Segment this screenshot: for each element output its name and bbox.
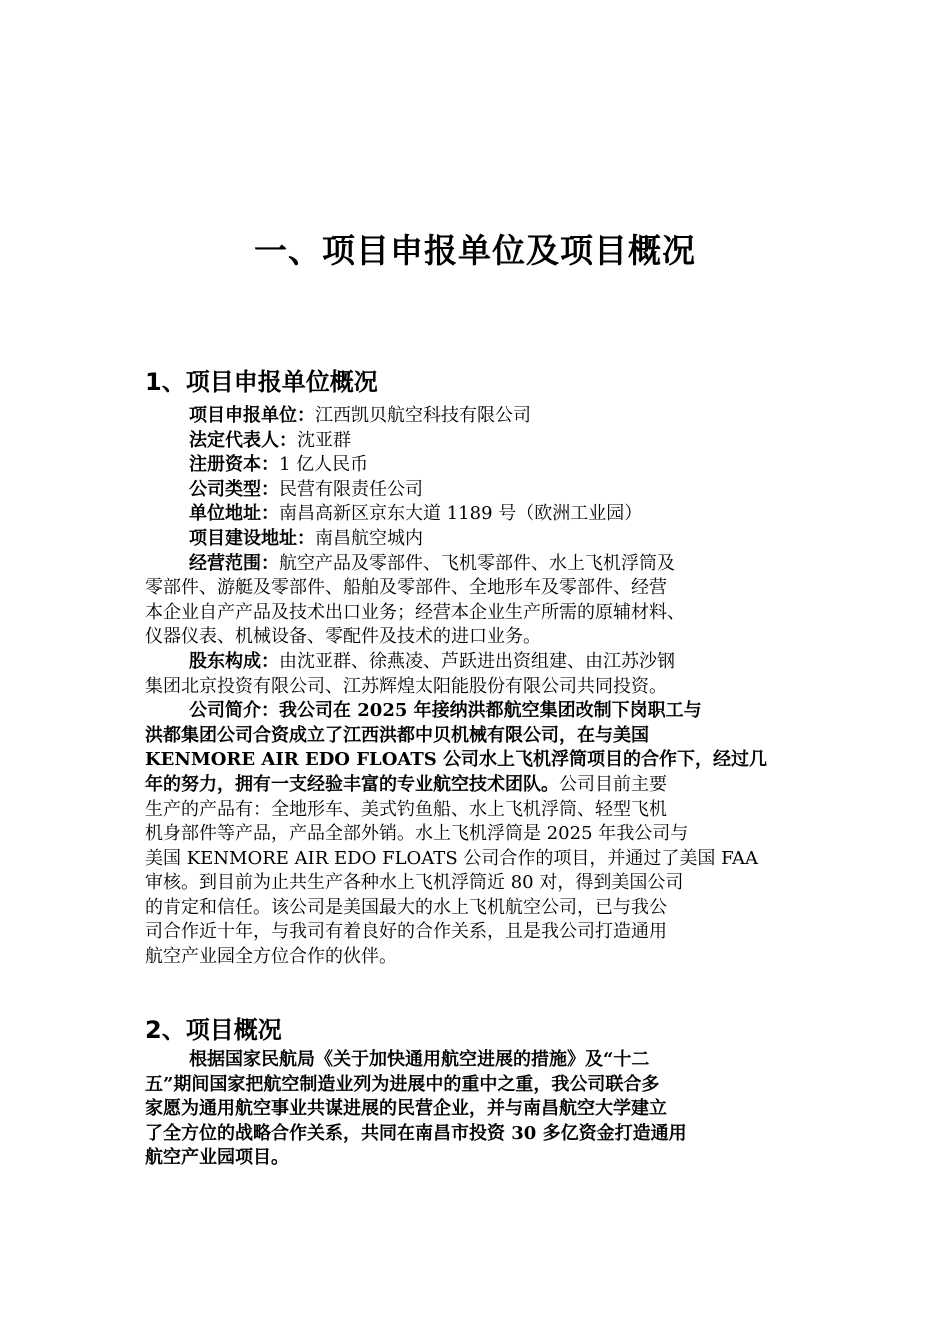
- field-label: 单位地址: [189, 503, 261, 525]
- field-applicant: 项目申报单位：江西凯贝航空科技有限公司: [189, 405, 531, 426]
- field-label: 项目申报单位: [189, 405, 297, 426]
- field-label: 项目建设地址: [189, 527, 297, 549]
- profile-line: 美国 KENMORE AIR EDO FLOATS 公司合作的项目，并通过了美国 FAA: [145, 847, 759, 869]
- field-label: 注册资本: [189, 454, 261, 476]
- field-value: 沈亚群: [297, 429, 351, 451]
- overview-line: 了全方位的战略合作关系，共同在南昌市投资 30 多亿资金打造通用: [145, 1122, 687, 1144]
- profile-line: 公司简介：我公司在 2025 年接纳洪都航空集团改制下岗职工与: [189, 700, 702, 722]
- shareholders-line: 集团北京投资有限公司、江苏辉煌太阳能股份有限公司共同投资。: [145, 675, 667, 697]
- shareholders-line: 股东构成：由沈亚群、徐燕凌、芦跃进出资组建、由江苏沙钢: [189, 650, 675, 672]
- field-company-type: 公司类型：民营有限责任公司: [189, 478, 423, 500]
- profile-line: 审核。到目前为止共生产各种水上飞机浮筒近 80 对，得到美国公司: [145, 872, 684, 894]
- section-2-title: 2、项目概况: [145, 1016, 282, 1044]
- field-site: 项目建设地址：南昌航空城内: [189, 527, 423, 549]
- overview-line: 根据国家民航局《关于加快通用航空进展的措施》及“十二: [189, 1049, 650, 1070]
- profile-line: 年的努力，拥有一支经验丰富的专业航空技术团队。公司目前主要: [145, 773, 667, 795]
- overview-line: 家愿为通用航空事业共谋进展的民营企业，并与南昌航空大学建立: [145, 1098, 667, 1120]
- business-scope-line: 本企业自产产品及技术出口业务；经营本企业生产所需的原辅材料、: [145, 601, 685, 623]
- field-legal-rep: 法定代表人：沈亚群: [189, 429, 351, 451]
- page-title: 一、项目申报单位及项目概况: [254, 231, 696, 270]
- profile-line: 司合作近十年，与我司有着良好的合作关系，且是我公司打造通用: [145, 921, 667, 943]
- profile-line: 的肯定和信任。该公司是美国最大的水上飞机航空公司，已与我公: [145, 896, 667, 918]
- field-address: 单位地址：南昌高新区京东大道 1189 号（欧洲工业园）: [189, 503, 643, 525]
- business-scope-label: 经营范围: [189, 552, 261, 574]
- profile-line: 机身部件等产品，产品全部外销。水上飞机浮筒是 2025 年我公司与: [145, 823, 689, 845]
- business-scope-line: 仪器仪表、机械设备、零配件及技术的进口业务。: [145, 626, 541, 648]
- overview-line: 航空产业园项目。: [145, 1147, 289, 1169]
- field-value: 南昌高新区京东大道 1189 号（欧洲工业园）: [279, 503, 643, 525]
- field-label: 法定代表人: [189, 429, 279, 451]
- profile-label: 公司简介: [189, 700, 261, 722]
- section-2-body: [145, 1048, 825, 1171]
- field-value: 南昌航空城内: [315, 527, 423, 549]
- profile-line: 生产的产品有：全地形车、美式钓鱼船、水上飞机浮筒、轻型飞机: [145, 798, 667, 820]
- profile-line: 航空产业园全方位合作的伙伴。: [145, 946, 397, 968]
- business-scope-line: 经营范围：航空产品及零部件、飞机零部件、水上飞机浮筒及: [189, 552, 675, 574]
- overview-line: 五”期间国家把航空制造业列为进展中的重中之重，我公司联合多: [145, 1073, 660, 1095]
- profile-line: 洪都集团公司合资成立了江西洪都中贝机械有限公司，在与美国: [145, 724, 649, 746]
- shareholders-label: 股东构成: [189, 650, 261, 672]
- business-scope-line: 零部件、游艇及零部件、船舶及零部件、全地形车及零部件、经营: [145, 577, 667, 599]
- section-1-title: 1、项目申报单位概况: [145, 368, 378, 396]
- field-label: 公司类型: [189, 478, 261, 500]
- section-1-body: [145, 404, 825, 970]
- field-value: 1 亿人民币: [279, 454, 369, 476]
- field-value: 民营有限责任公司: [279, 478, 423, 500]
- profile-line: KENMORE AIR EDO FLOATS 公司水上飞机浮筒项目的合作下，经过几: [145, 749, 768, 771]
- field-value: 江西凯贝航空科技有限公司: [315, 405, 531, 426]
- field-capital: 注册资本：1 亿人民币: [189, 454, 369, 476]
